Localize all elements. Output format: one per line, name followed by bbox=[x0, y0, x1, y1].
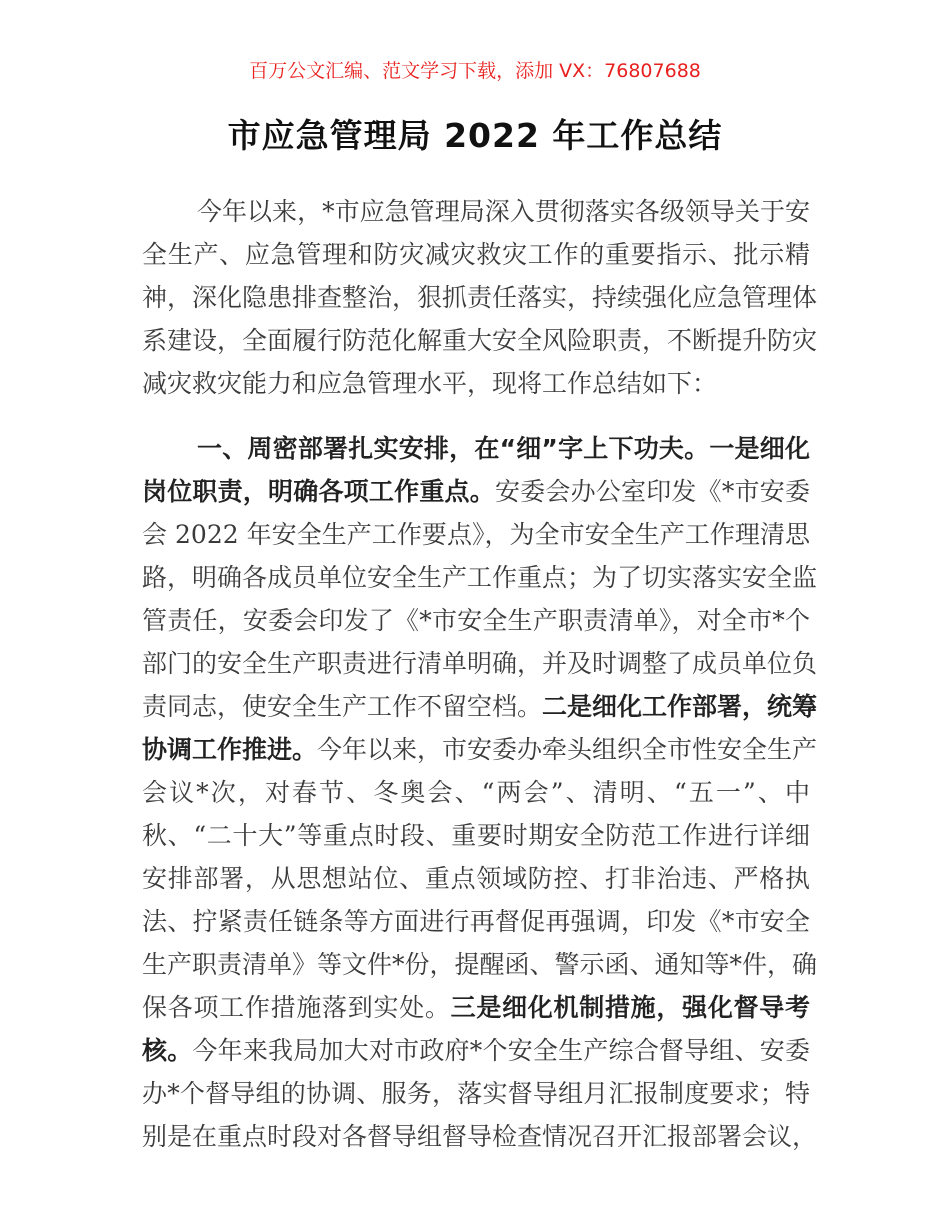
body-text: 责同志，使安全生产工作不留空档。 bbox=[142, 692, 543, 721]
text-line bbox=[142, 556, 818, 599]
body-text: 会 2022 年安全生产工作要点》，为全市安全生产工作理清思 bbox=[142, 520, 810, 549]
text-line bbox=[142, 986, 810, 1029]
text-line bbox=[142, 470, 810, 513]
text-line bbox=[142, 943, 818, 986]
text-line bbox=[142, 233, 810, 276]
body-text: 安排部署，从思想站位、重点领域防控、打非治违、严格执 bbox=[142, 864, 810, 893]
body-text: 今年以来，*市应急管理局深入贯彻落实各级领导关于安 bbox=[197, 197, 810, 226]
text-line bbox=[142, 771, 810, 814]
text-line bbox=[142, 900, 810, 943]
text-line bbox=[142, 319, 818, 362]
text-line bbox=[142, 1072, 810, 1115]
watermark-banner: 百万公文汇编、范文学习下载，添加 VX：76807688 bbox=[249, 60, 701, 82]
text-line bbox=[142, 190, 810, 233]
bold-heading-text: 核。 bbox=[142, 1036, 193, 1065]
text-line bbox=[142, 814, 810, 857]
text-line bbox=[142, 728, 818, 771]
body-text: 保各项工作措施落到实处。 bbox=[142, 993, 451, 1022]
text-line bbox=[142, 857, 810, 900]
body-text: 秋、“二十大”等重点时段、重要时期安全防范工作进行详细 bbox=[142, 821, 810, 850]
text-line bbox=[142, 276, 818, 319]
body-text: 安委会办公室印发《*市安委 bbox=[494, 477, 810, 506]
body-text: 全生产、应急管理和防灾减灾救灾工作的重要指示、批示精 bbox=[142, 240, 810, 269]
paragraph bbox=[142, 427, 818, 1158]
page-title: 市应急管理局 2022 年工作总结 bbox=[227, 116, 723, 155]
text-line bbox=[142, 362, 810, 405]
bold-heading-text: 二是细化工作部署，统筹 bbox=[542, 692, 818, 721]
body-text: 会议*次，对春节、冬奥会、“两会”、清明、“五一”、中 bbox=[142, 778, 810, 807]
text-line bbox=[142, 427, 810, 470]
body-text: 今年以来，市安委办牵头组织全市性安全生产 bbox=[317, 735, 818, 764]
body-text: 别是在重点时段对各督导组督导检查情况召开汇报部署会议， bbox=[142, 1122, 818, 1151]
text-line bbox=[142, 1115, 818, 1158]
body-text: 减灾救灾能力和应急管理水平，现将工作总结如下： bbox=[142, 369, 718, 398]
text-line bbox=[142, 513, 810, 556]
body-text: 办*个督导组的协调、服务，落实督导组月汇报制度要求；特 bbox=[142, 1079, 810, 1108]
body-text: 路，明确各成员单位安全生产工作重点；为了切实落实安全监 bbox=[142, 563, 818, 592]
body-text: 生产职责清单》等文件*份，提醒函、警示函、通知等*件，确 bbox=[142, 950, 818, 979]
text-line bbox=[142, 685, 818, 728]
bold-heading-text: 协调工作推进。 bbox=[142, 735, 318, 764]
body-text: 系建设，全面履行防范化解重大安全风险职责，不断提升防灾 bbox=[142, 326, 818, 355]
bold-heading-text: 一、周密部署扎实安排，在“细”字上下功夫。一是细化 bbox=[197, 434, 810, 463]
text-line bbox=[142, 1029, 810, 1072]
body-text: 部门的安全生产职责进行清单明确，并及时调整了成员单位负 bbox=[142, 649, 818, 678]
document-body bbox=[142, 190, 818, 1158]
body-text: 法、拧紧责任链条等方面进行再督促再强调，印发《*市安全 bbox=[142, 907, 810, 936]
body-text: 管责任，安委会印发了《*市安全生产职责清单》，对全市*个 bbox=[142, 606, 810, 635]
bold-heading-text: 三是细化机制措施，强化督导考 bbox=[450, 993, 810, 1022]
body-text: 今年来我局加大对市政府*个安全生产综合督导组、安委 bbox=[192, 1036, 810, 1065]
text-line bbox=[142, 599, 810, 642]
text-line bbox=[142, 642, 818, 685]
bold-heading-text: 岗位职责，明确各项工作重点。 bbox=[142, 477, 495, 506]
paragraph bbox=[142, 190, 818, 405]
body-text: 神，深化隐患排查整治，狠抓责任落实，持续强化应急管理体 bbox=[142, 283, 818, 312]
